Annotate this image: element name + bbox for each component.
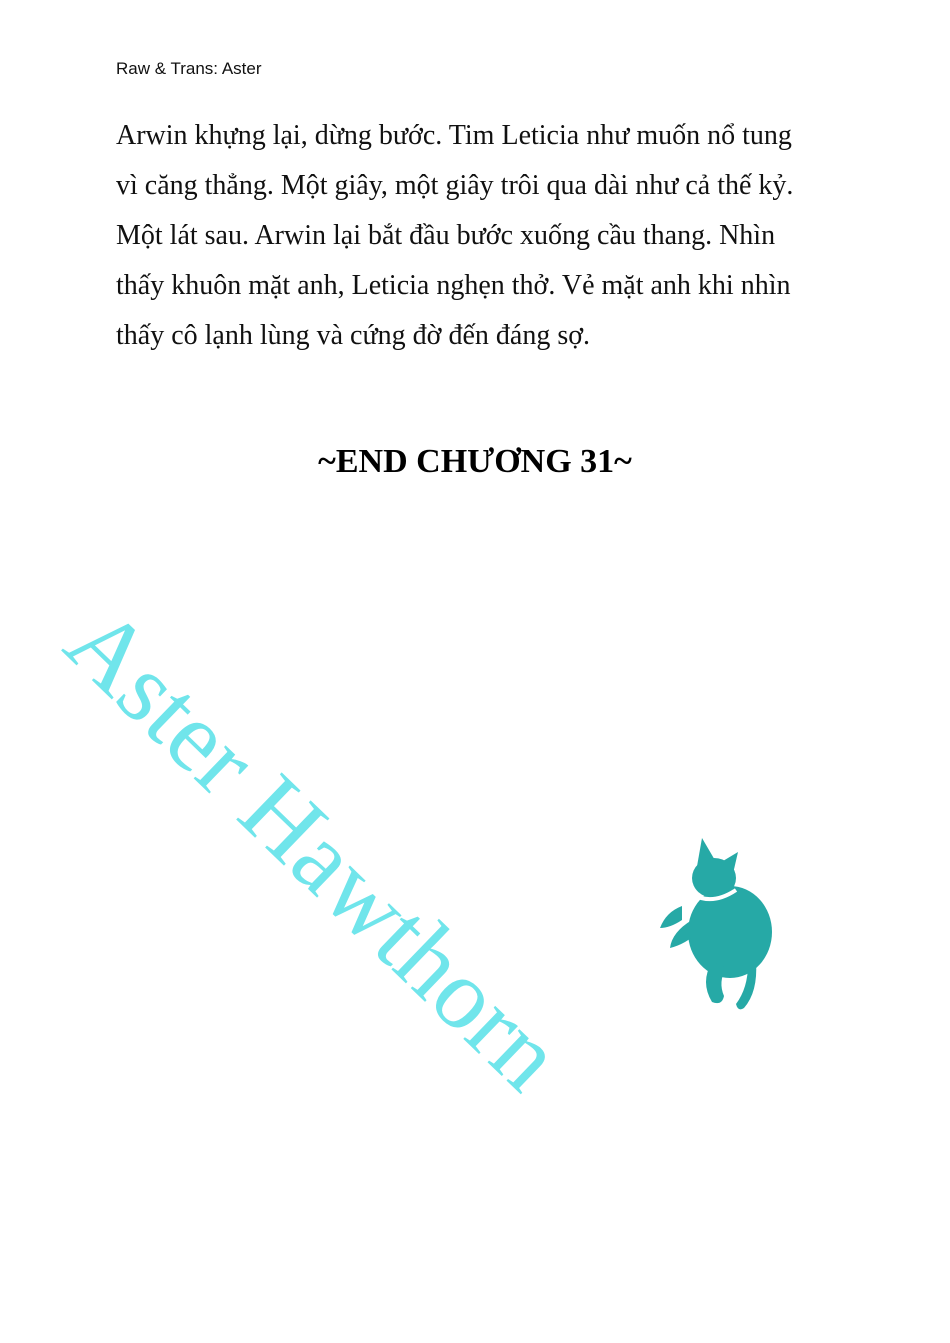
story-paragraph [116,111,836,361]
credit-header: Raw & Trans: Aster [116,59,262,78]
paragraph-line: Một lát sau. Arwin lại bắt đầu bước xuống cầu thang. Nhìn [116,220,776,251]
paragraph-line: thấy cô lạnh lùng và cứng đờ đến đáng sợ. [116,320,591,351]
watermark-text: Aster Hawthorn [45,585,584,1112]
cat-silhouette-icon [652,832,777,1012]
paragraph-line: thấy khuôn mặt anh, Leticia nghẹn thở. Vẻ mặt anh khi nhìn [116,270,791,301]
paragraph-line: vì căng thẳng. Một giây, một giây trôi qua dài như cả thế kỷ. [116,170,794,201]
paragraph-line: Arwin khựng lại, dừng bước. Tim Leticia như muốn nổ tung [116,120,792,151]
chapter-end-title: ~END CHƯƠNG 31~ [318,443,632,480]
